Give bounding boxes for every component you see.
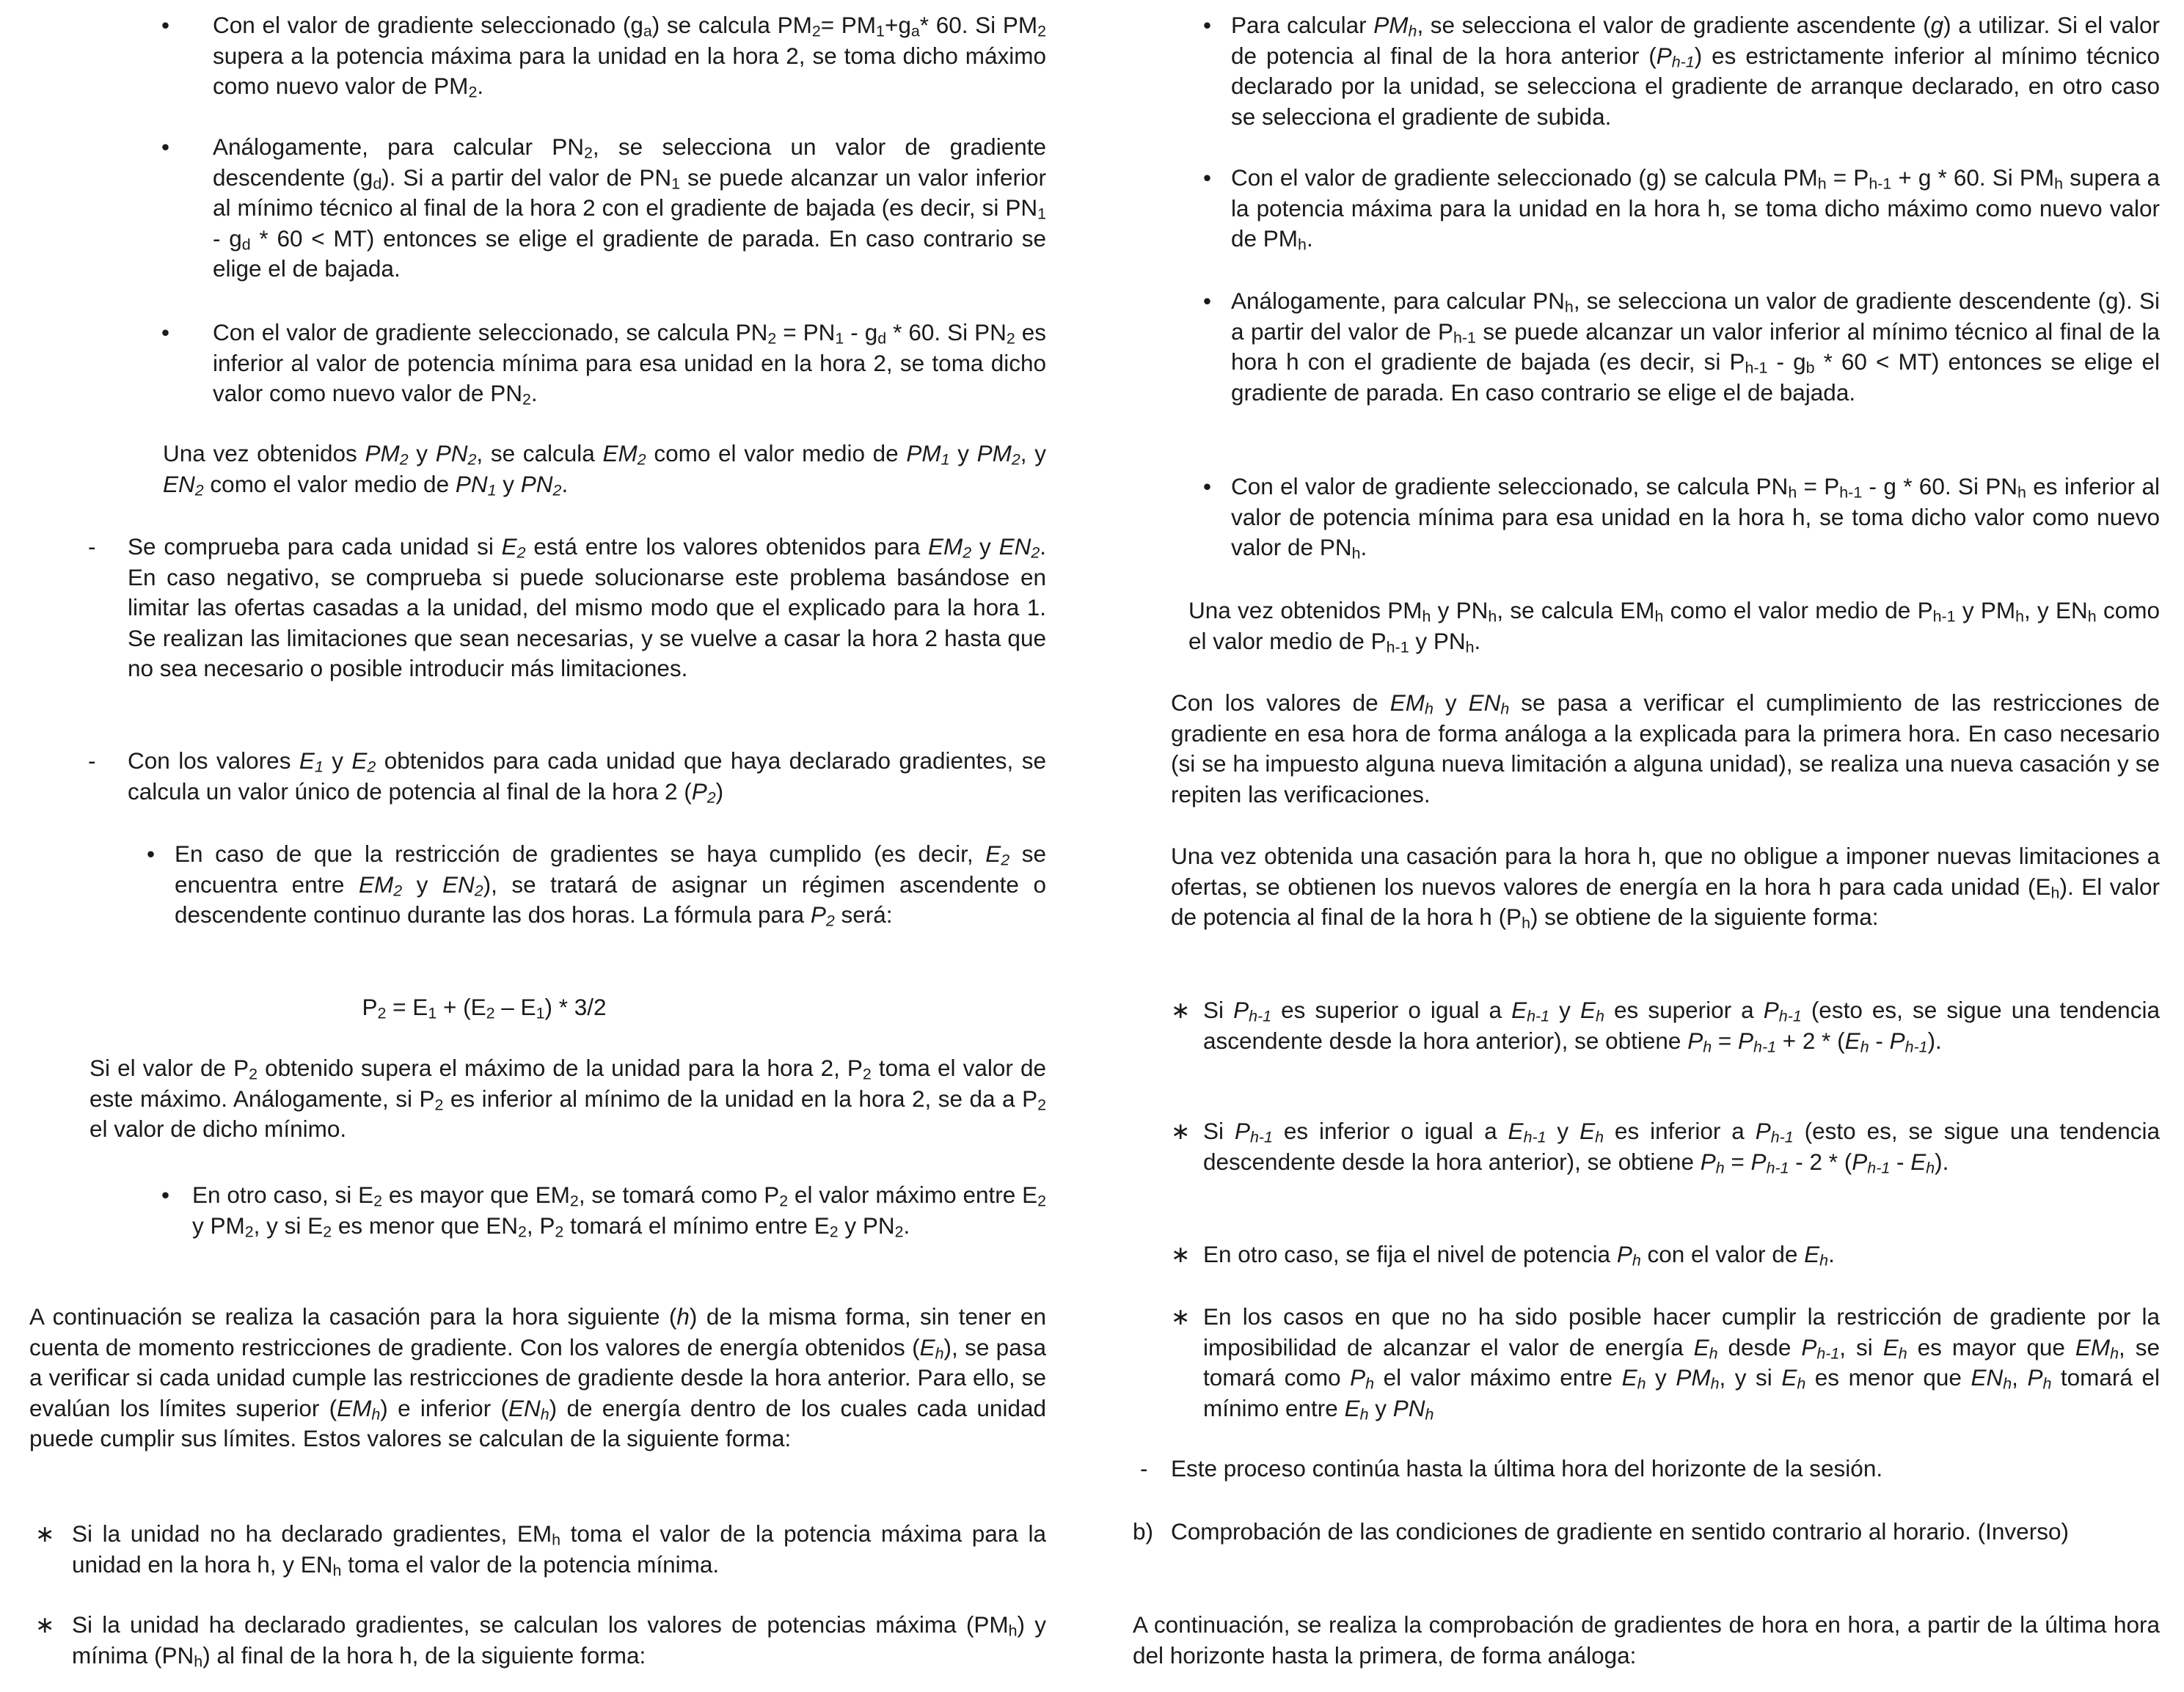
section-heading: Comprobación de las condiciones de gradiente en sentido contrario al horario. (Inverso) [1171, 1518, 2069, 1545]
bullet-marker: • [161, 133, 170, 160]
bullet-marker: • [147, 840, 156, 867]
paragraph: A continuación, se realiza la comprobación de gradientes de hora en hora, a partir de la última hora del horizonte hasta la primera, de forma análoga: [1133, 1611, 2160, 1669]
paragraph: Con el valor de gradiente seleccionado, se calcula $PN_2 = PN_1 - g_d * 60$. Si $PN_2$ es inferior al valor de potencia mínima para esa unidad en la hora 2, se toma dicho valor como nuevo valor de $PN_2$. [213, 319, 1046, 409]
formula: $P_2 = E_1 + (E_2 - E_1) * 3/2$ [362, 994, 607, 1022]
paragraph: Si la unidad ha declarado gradientes, se calculan los valores de potencias máxima $(PM_h)$ y mínima $(PN_h)$ al final de la hora h, de la siguiente forma: [72, 1611, 1046, 1671]
paragraph: Si el valor de $P_2$ obtenido supera el máximo de la unidad para la hora 2, $P_2$ toma el valor de este máximo. Análogamente, si $P_2$ es inferior al mínimo de la unidad en la hora 2, se da a $P_2$ el valor de dicho mínimo. [90, 1055, 1046, 1142]
star-marker: ∗ [1171, 1241, 1191, 1267]
paragraph: Análogamente, para calcular $PN_2$, se selecciona un valor de gradiente descendente $(g_d)$. Si a partir del valor de $PN_1$ se puede alcanzar un valor inferior al mínimo técnico al final de la hora 2 con el gradiente de bajada (es decir, si $PN_1 - g_d * 60 < MT$) entonces se elige el gradiente de parada. En caso contrario se elige el de bajada. [213, 133, 1046, 282]
paragraph: Con el valor de gradiente seleccionado (g) se calcula $PM_h = P_{h-1} + g * 60$. Si $PM_h$ supera a la potencia máxima para la unidad en la hora h, se toma dicho máximo como nuevo valor de $PM_h$. [1231, 164, 2161, 254]
paragraph: Si $P_{h-1}$ es inferior o igual a $E_{h-1}$ y $E_h$ es inferior a $P_{h-1}$ (esto es, se sigue una tendencia descendente desde la hora anterior), se obtiene $P_h = P_{h-1} - 2 * (P_{h-1} - E_h)$. [1203, 1118, 2160, 1177]
paragraph: En los casos en que no ha sido posible hacer cumplir la restricción de gradiente por la imposibilidad de alcanzar el valor de energía $E_h$ desde $P_{h-1}$, si $E_h$ es mayor que $EM_h$, se tomará como $P_h$ el valor máximo entre $E_h$ y $PM_h$, y si $E_h$ es menor que $EN_h$, $P_h$ tomará el mínimo entre $E_h$ y $PN_h$ [1203, 1303, 2160, 1424]
dash-marker: - [88, 747, 96, 774]
paragraph: Una vez obtenidos $PM_2$ y $PN_2$, se calcula $EM_2$ como el valor medio de $PM_1$ y $PM_2$, y $EN_2$ como el valor medio de $PN_1$ y $PN_2$. [163, 440, 1046, 499]
bullet-marker: • [1203, 288, 1212, 314]
star-marker: ∗ [1171, 1303, 1191, 1330]
paragraph: Si $P_{h-1}$ es superior o igual a $E_{h-1}$ y $E_h$ es superior a $P_{h-1}$ (esto es, se sigue una tendencia ascendente desde la hora anterior), se obtiene $P_h = P_{h-1} + 2 * (E_h - P_{h-1})$. [1203, 997, 2160, 1056]
paragraph: En caso de que la restricción de gradientes se haya cumplido (es decir, $E_2$ se encuentra entre $EM_2$ y $EN_2$), se tratará de asignar un régimen ascendente o descendente continuo durante las dos horas. La fórmula para $P_2$ será: [175, 840, 1046, 930]
bullet-marker: • [1203, 12, 1212, 38]
paragraph: Con el valor de gradiente seleccionado, se calcula $PN_h = P_{h-1} - g * 60$. Si $PN_h$ es inferior al valor de potencia mínima para esa unidad en la hora h, se toma dicho valor como nuevo valor de $PN_h$. [1231, 473, 2160, 563]
star-marker: ∗ [35, 1611, 55, 1638]
paragraph: Con los valores de $EM_h$ y $EN_h$ se pasa a verificar el cumplimiento de las restricciones de gradiente en esa hora de forma análoga a la explicada para la primera hora. En caso necesario (si se ha impuesto alguna nueva limitación a alguna unidad), se realiza una nueva casación y se repiten las verificaciones. [1171, 689, 2160, 807]
paragraph: Se comprueba para cada unidad si $E_2$ está entre los valores obtenidos para $EM_2$ y $EN_2$. En caso negativo, se comprueba si puede solucionarse este problema basándose en limitar las ofertas casadas a la unidad, del mismo modo que el explicado para la hora 1. Se realizan las limitaciones que sean necesarias, y se vuelve a casar la hora 2 hasta que no sea necesario o posible introducir más limitaciones. [128, 533, 1046, 681]
bullet-marker: • [1203, 164, 1212, 191]
paragraph: En otro caso, se fija el nivel de potencia $P_h$ con el valor de $E_h$. [1203, 1241, 1835, 1270]
star-marker: ∗ [1171, 1118, 1191, 1144]
dash-marker: - [88, 533, 96, 560]
dash-marker: - [1140, 1455, 1148, 1482]
paragraph: Este proceso continúa hasta la última hora del horizonte de la sesión. [1171, 1455, 1883, 1482]
star-marker: ∗ [35, 1520, 55, 1547]
star-marker: ∗ [1171, 997, 1191, 1023]
paragraph: Análogamente, para calcular $PN_h$, se selecciona un valor de gradiente descendente (g). Si a partir del valor de $P_{h-1}$ se puede alcanzar un valor inferior al mínimo técnico al final de la hora h con el gradiente de bajada (es decir, si $P_{h-1} - g_b * 60 < MT$) entonces se elige el gradiente de parada. En caso contrario se elige el de bajada. [1231, 288, 2161, 406]
paragraph: Con los valores $E_1$ y $E_2$ obtenidos para cada unidad que haya declarado gradientes, se calcula un valor único de potencia al final de la hora 2 $(P_2)$ [128, 747, 1046, 807]
paragraph: Si la unidad no ha declarado gradientes, $EM_h$ toma el valor de la potencia máxima para la unidad en la hora h, y $EN_h$ toma el valor de la potencia mínima. [72, 1520, 1046, 1580]
paragraph: Una vez obtenida una casación para la hora h, que no obligue a imponer nuevas limitaciones a ofertas, se obtienen los nuevos valores de energía en la hora h para cada unidad $(E_h)$. El valor de potencia al final de la hora h $(P_h)$ se obtiene de la siguiente forma: [1171, 843, 2160, 932]
section-label: b) [1133, 1518, 1154, 1545]
bullet-marker: • [161, 1182, 170, 1208]
bullet-marker: • [161, 319, 170, 345]
paragraph: A continuación se realiza la casación para la hora siguiente (h) de la misma forma, sin tener en cuenta de momento restricciones de gradiente. Con los valores de energía obtenidos $(E_h)$, se pasa a verificar si cada unidad cumple las restricciones de gradiente desde la hora anterior. Para ello, se evalúan los límites superior $(EM_h)$ e inferior $(EN_h)$ de energía dentro de los cuales cada unidad puede cumplir sus límites. Estos valores se calculan de la siguiente forma: [29, 1303, 1047, 1451]
paragraph: Una vez obtenidos $PM_h$ y $PN_h$, se calcula $EM_h$ como el valor medio de $P_{h-1}$ y $PM_h$, y $EN_h$ como el valor medio de $P_{h-1}$ y $PN_h$. [1188, 597, 2160, 656]
paragraph: En otro caso, si $E_2$ es mayor que $EM_2$, se tomará como $P_2$ el valor máximo entre $E_2$ y $PM_2$, y si $E_2$ es menor que $EN_2$, $P_2$ tomará el mínimo entre $E_2$ y $PN_2$. [192, 1182, 1046, 1241]
paragraph: Para calcular $PM_h$, se selecciona el valor de gradiente ascendente (g) a utilizar. Si el valor de potencia al final de la hora anterior $(P_{h-1})$ es estrictamente inferior al mínimo técnico declarado por la unidad, se selecciona el gradiente de arranque declarado, en otro caso se selecciona el gradiente de subida. [1231, 12, 2161, 130]
paragraph: Con el valor de gradiente seleccionado $(g_a)$ se calcula $PM_2= PM_1+g_a*$ 60. Si $PM_2$ supera a la potencia máxima para la unidad en la hora 2, se toma dicho máximo como nuevo valor de $PM_2$. [213, 12, 1046, 101]
bullet-marker: • [161, 12, 170, 38]
bullet-marker: • [1203, 473, 1212, 499]
